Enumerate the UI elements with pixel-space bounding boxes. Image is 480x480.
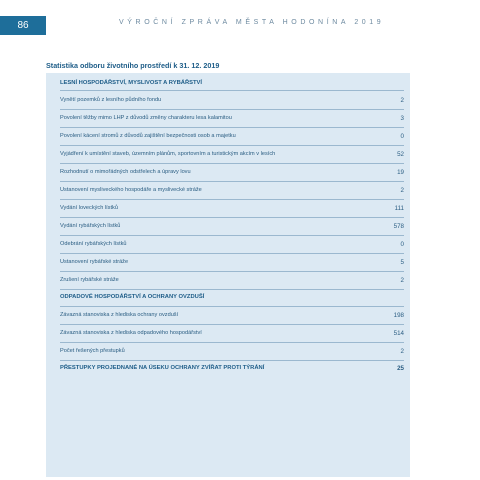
row-value: 2 bbox=[400, 97, 404, 104]
row-label: LESNÍ HOSPODÁŘSTVÍ, MYSLIVOST A RYBÁŘSTVÍ bbox=[60, 80, 203, 86]
row-divider bbox=[60, 217, 404, 218]
row-value: 2 bbox=[400, 187, 404, 194]
row-value: 198 bbox=[393, 312, 404, 319]
row-divider bbox=[60, 360, 404, 361]
row-label: Ustanovení mysliveckého hospodáře a myslivecké stráže bbox=[60, 187, 202, 193]
row-divider bbox=[60, 181, 404, 182]
table-row bbox=[60, 347, 404, 357]
row-label: Povolení těžby mimo LHP z důvodů změny charakteru lesa kalamitou bbox=[60, 115, 232, 121]
row-label: Rozhodnutí o mimořádných odstřelech a úpravy lovu bbox=[60, 169, 191, 175]
row-value: 19 bbox=[397, 169, 404, 176]
row-label: Vyjádření k umístění staveb, územním plánům, sportovním a turistickým akcím v lesích bbox=[60, 151, 276, 157]
table-row bbox=[60, 276, 404, 286]
table-heading-animal-protection bbox=[60, 364, 404, 374]
row-label: ODPADOVÉ HOSPODÁŘSTVÍ A OCHRANY OVZDUŠÍ bbox=[60, 294, 205, 300]
row-divider bbox=[60, 271, 404, 272]
row-label: Závazná stanoviska z hlediska ochrany ovzduší bbox=[60, 312, 179, 318]
table-row bbox=[60, 240, 404, 250]
row-label: Zrušení rybářské stráže bbox=[60, 277, 119, 283]
row-divider bbox=[60, 235, 404, 236]
table-row bbox=[60, 150, 404, 160]
row-value: 111 bbox=[394, 205, 404, 212]
table-row bbox=[60, 114, 404, 124]
row-divider bbox=[60, 199, 404, 200]
section-title: Statistika odboru životního prostředí k 31. 12. 2019 bbox=[46, 61, 220, 70]
row-label: Počet řešených přestupků bbox=[60, 348, 125, 354]
row-label: Odebrání rybářských lístků bbox=[60, 241, 127, 247]
page-number: 86 bbox=[0, 16, 46, 35]
row-value: 52 bbox=[397, 151, 404, 158]
table-row bbox=[60, 311, 404, 321]
row-divider bbox=[60, 163, 404, 164]
row-value: 0 bbox=[400, 241, 404, 248]
row-divider bbox=[60, 109, 404, 110]
row-divider bbox=[60, 90, 404, 91]
row-divider bbox=[60, 306, 404, 307]
row-label: Vydání rybářských lístků bbox=[60, 223, 121, 229]
statistics-table bbox=[46, 73, 410, 477]
row-divider bbox=[60, 342, 404, 343]
table-row bbox=[60, 258, 404, 268]
row-value: 25 bbox=[397, 365, 404, 372]
row-value: 578 bbox=[393, 223, 404, 230]
row-value: 514 bbox=[393, 330, 404, 337]
table-row bbox=[60, 168, 404, 178]
row-divider bbox=[60, 127, 404, 128]
row-divider bbox=[60, 324, 404, 325]
row-divider bbox=[60, 289, 404, 290]
table-heading-waste-air bbox=[60, 293, 404, 303]
row-label: Ustanovení rybářské stráže bbox=[60, 259, 129, 265]
row-value: 0 bbox=[400, 133, 404, 140]
table-row bbox=[60, 222, 404, 232]
row-label: Závazná stanoviska z hlediska odpadového hospodářství bbox=[60, 330, 202, 336]
row-value: 2 bbox=[400, 277, 404, 284]
page-header bbox=[0, 16, 480, 35]
table-row bbox=[60, 132, 404, 142]
table-row bbox=[60, 204, 404, 214]
table-row bbox=[60, 96, 404, 106]
table-heading-forestry bbox=[60, 79, 404, 89]
row-value: 3 bbox=[400, 115, 404, 122]
row-value: 5 bbox=[400, 259, 404, 266]
table-row bbox=[60, 186, 404, 196]
row-divider bbox=[60, 145, 404, 146]
row-label: Vynětí pozemků z lesního půdního fondu bbox=[60, 97, 162, 103]
report-title: VÝROČNÍ ZPRÁVA MĚSTA HODONÍNA 2019 bbox=[119, 19, 385, 26]
row-label: PŘESTUPKY PROJEDNANÉ NA ÚSEKU OCHRANY ZVÍŘAT PROTI TÝRÁNÍ bbox=[60, 365, 265, 371]
row-label: Vydání loveckých lístků bbox=[60, 205, 118, 211]
row-divider bbox=[60, 253, 404, 254]
table-row bbox=[60, 329, 404, 339]
row-label: Povolení kácení stromů z důvodů zajištění bezpečnosti osob a majetku bbox=[60, 133, 236, 139]
row-value: 2 bbox=[400, 348, 404, 355]
